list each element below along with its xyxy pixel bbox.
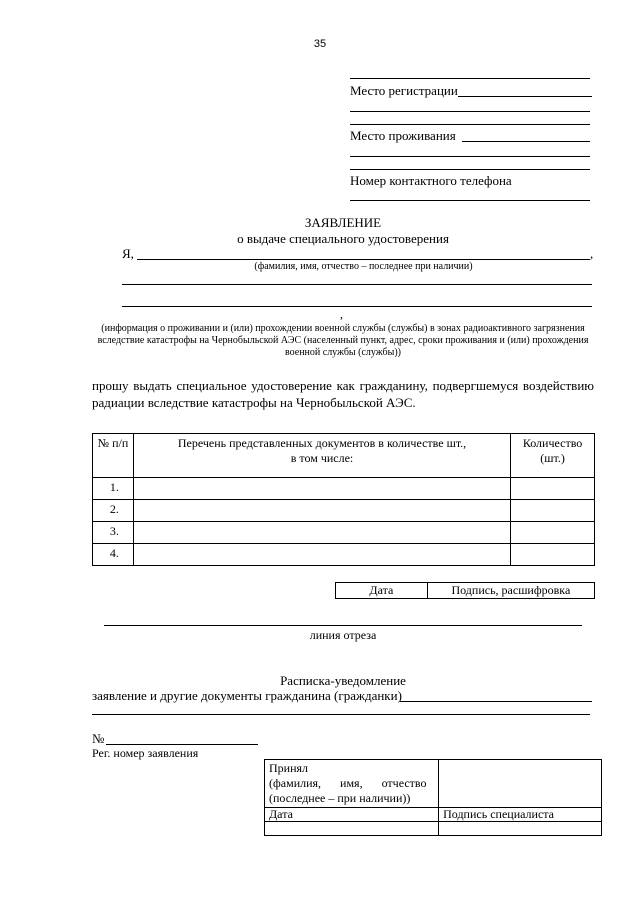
residence-field-line3[interactable] <box>350 169 590 170</box>
documents-table-header <box>93 434 595 478</box>
col-list-label-line2: в том числе: <box>290 451 354 465</box>
number-sign: № <box>92 731 105 746</box>
signature-cell[interactable]: Подпись, расшифровка <box>427 583 594 599</box>
table-row <box>93 544 595 566</box>
applicant-prefix: Я, <box>122 246 134 261</box>
info-dot: , <box>340 307 343 321</box>
receipt-text: заявление и другие документы гражданина (гражданки) <box>92 688 402 703</box>
accepted-signature-cell[interactable]: Подпись специалиста <box>439 808 602 822</box>
cut-line-label: линия отреза <box>309 628 377 642</box>
accepted-label-cell <box>265 760 439 808</box>
row-document-cell[interactable] <box>133 478 510 500</box>
col-list-label-line1: Перечень представленных документов в количестве шт., <box>177 436 467 450</box>
page-number: 35 <box>313 38 327 50</box>
phone-field[interactable] <box>350 200 590 201</box>
registration-label: Место регистрации <box>350 83 458 98</box>
receipt-citizen-field[interactable] <box>400 701 592 702</box>
table-row <box>93 478 595 500</box>
row-qty-cell[interactable] <box>511 500 595 522</box>
col-qty-label-line2: (шт.) <box>540 451 565 465</box>
registration-field-line2[interactable] <box>350 111 590 112</box>
accepted-label-line3: (последнее – при наличии)) <box>269 791 411 805</box>
document-title: ЗАЯВЛЕНИЕ <box>304 215 382 230</box>
cut-line <box>104 625 582 626</box>
accepted-label-line2: (фамилия, имя, отчество <box>269 776 427 790</box>
row-qty-cell[interactable] <box>511 544 595 566</box>
accepted-label-line2-row <box>269 776 434 791</box>
documents-table <box>92 433 595 566</box>
residence-label: Место проживания <box>350 128 456 143</box>
signature-table <box>335 582 595 599</box>
residence-field[interactable] <box>462 141 590 142</box>
accepted-date-value-cell[interactable] <box>265 822 439 836</box>
reg-number-label: Рег. номер заявления <box>92 746 199 760</box>
row-qty-cell[interactable] <box>511 478 595 500</box>
reg-number-field[interactable] <box>106 744 258 745</box>
info-field-line1[interactable] <box>122 284 592 285</box>
col-number-label: № п/п <box>97 436 129 450</box>
request-text: прошу выдать специальное удостоверение как гражданину, подвергшемуся воздействию радиации вследствие катастрофы на Чернобыльской АЭС. <box>92 378 594 410</box>
accepted-label-line1: Принял <box>269 761 309 775</box>
table-row <box>93 500 595 522</box>
row-document-cell[interactable] <box>133 544 510 566</box>
col-qty-label-line1: Количество <box>522 436 583 450</box>
row-number: 2. <box>93 500 134 522</box>
document-subtitle: о выдаче специального удостоверения <box>237 231 449 246</box>
accepted-signature-value-cell[interactable] <box>439 822 602 836</box>
accepted-date-cell[interactable]: Дата <box>265 808 439 822</box>
col-list-header <box>133 434 510 478</box>
info-field-line2[interactable] <box>122 306 592 307</box>
row-number: 3. <box>93 522 134 544</box>
info-hint: (информация о проживании и (или) прохождении военной службы (службы) в зонах радиоактивного загрязнения вследствие катастрофы на Чернобыльской АЭС (населенный пункт, адрес, сроки проживания и (или) прохождения военной службы (службы)) <box>97 323 589 358</box>
registration-field[interactable] <box>458 96 592 97</box>
residence-field-line2[interactable] <box>350 156 590 157</box>
phone-label: Номер контактного телефона <box>350 173 512 188</box>
header-top-line <box>350 78 590 79</box>
applicant-name-hint: (фамилия, имя, отчество – последнее при наличии) <box>254 261 473 272</box>
header-separator-line <box>350 124 590 125</box>
accepted-name-cell[interactable] <box>439 760 602 808</box>
accepted-table <box>264 759 602 836</box>
row-qty-cell[interactable] <box>511 522 595 544</box>
row-document-cell[interactable] <box>133 500 510 522</box>
applicant-name-field[interactable] <box>137 259 590 260</box>
applicant-comma: , <box>590 246 594 261</box>
col-qty-header <box>511 434 595 478</box>
receipt-title: Расписка-уведомление <box>280 673 406 688</box>
col-number-header <box>93 434 134 478</box>
date-cell[interactable]: Дата <box>336 583 428 599</box>
table-row <box>93 522 595 544</box>
row-number: 1. <box>93 478 134 500</box>
receipt-citizen-field-line2[interactable] <box>92 714 590 715</box>
row-number: 4. <box>93 544 134 566</box>
row-document-cell[interactable] <box>133 522 510 544</box>
